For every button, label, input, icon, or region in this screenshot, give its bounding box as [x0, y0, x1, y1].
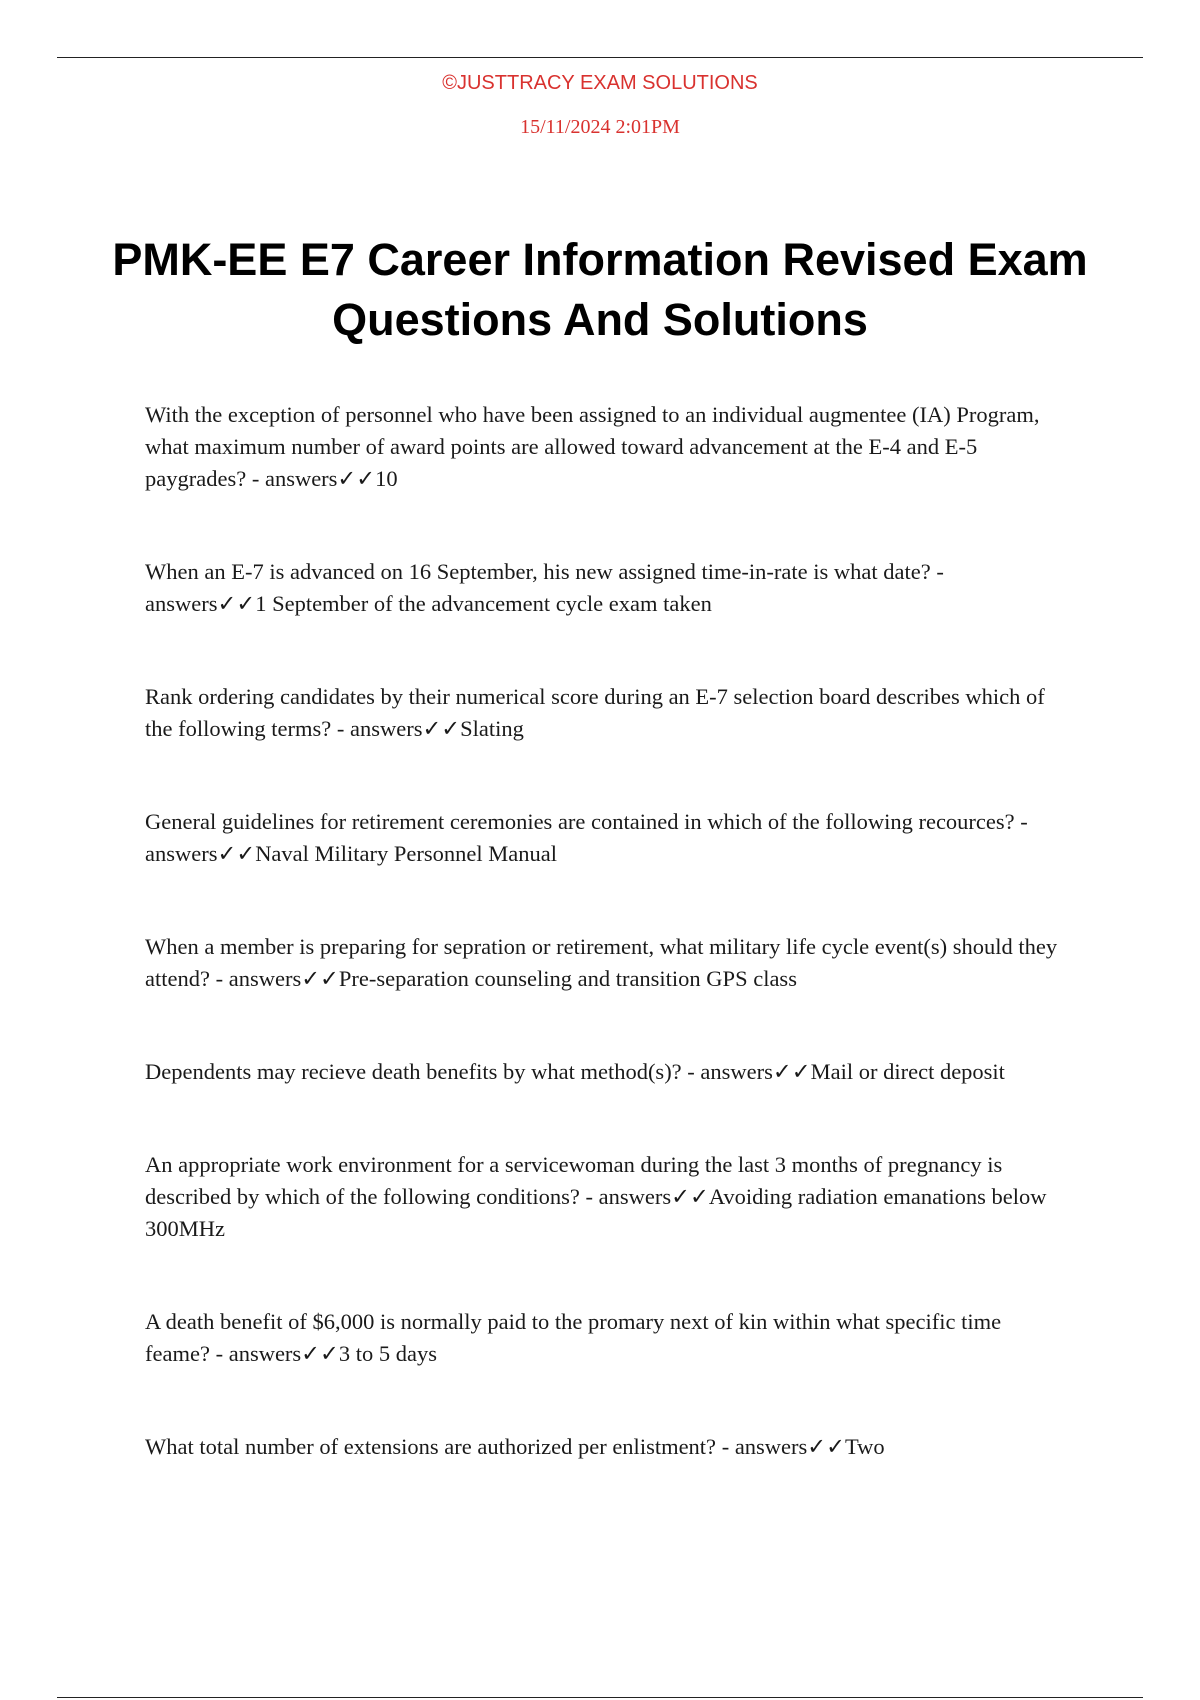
answer-separator: - — [209, 1341, 229, 1366]
question-item — [145, 399, 1070, 495]
answer-text: 3 to 5 days — [338, 1341, 438, 1366]
answer-marker: answers✓✓ — [349, 716, 461, 741]
question-item — [145, 806, 1070, 870]
answer-marker: answers✓✓ — [700, 1059, 811, 1084]
question-item — [145, 1431, 1070, 1463]
answer-separator: - — [209, 966, 229, 991]
answer-marker: answers✓✓ — [228, 1341, 339, 1366]
question-text: Rank ordering candidates by their numerical score during an E-7 selection board describes which of the following terms? — [145, 684, 1045, 741]
bottom-rule — [57, 1697, 1143, 1698]
answer-marker: answers✓✓ — [598, 1184, 709, 1209]
answer-text: Pre-separation counseling and transition GPS class — [338, 966, 797, 991]
header-timestamp: 15/11/2024 2:01PM — [520, 116, 680, 138]
answer-text: 10 — [375, 466, 398, 491]
answer-marker: answers✓✓ — [734, 1434, 845, 1459]
answer-separator: - — [331, 716, 350, 741]
document-title: PMK-EE E7 Career Information Revised Exam Questions And Solutions — [112, 234, 1088, 345]
question-item — [145, 1056, 1070, 1088]
answer-marker: answers✓✓ — [228, 966, 339, 991]
answer-text: Avoiding radiation emanations below 300MHz — [145, 1184, 1047, 1241]
question-item — [145, 556, 1070, 620]
top-rule — [57, 57, 1143, 58]
answer-separator: - — [579, 1184, 599, 1209]
answer-text: Two — [845, 1434, 885, 1459]
answer-text: Mail or direct deposit — [810, 1059, 1005, 1084]
question-text: An appropriate work environment for a servicewoman during the last 3 months of pregnancy is described by which of the following conditions? — [145, 1152, 1003, 1209]
answer-separator: - — [681, 1059, 701, 1084]
answer-separator: - — [930, 559, 944, 584]
answer-text: 1 September of the advancement cycle exam taken — [255, 591, 712, 616]
question-text: With the exception of personnel who have been assigned to an individual augmentee (IA) Program, what maximum number of award points are allowed toward advancement at the E-4 and E-5 paygrades? — [145, 402, 1040, 491]
question-text: Dependents may recieve death benefits by what method(s)? — [145, 1059, 682, 1084]
question-text: When an E-7 is advanced on 16 September, his new assigned time-in-rate is what date? — [145, 559, 931, 584]
question-item — [145, 1149, 1070, 1245]
question-text: General guidelines for retirement ceremonies are contained in which of the following recources? — [145, 809, 1015, 834]
question-item — [145, 931, 1070, 995]
answer-text: Naval Military Personnel Manual — [255, 841, 557, 866]
question-text: When a member is preparing for sepration or retirement, what military life cycle event(s) should they attend? — [145, 934, 1058, 991]
page-header — [0, 66, 1200, 144]
question-text: What total number of extensions are authorized per enlistment? — [145, 1434, 717, 1459]
question-item — [145, 681, 1070, 745]
answer-marker: answers✓✓ — [145, 841, 256, 866]
answer-marker: answers✓✓ — [264, 466, 376, 491]
header-brand: ©JUSTTRACY EXAM SOLUTIONS — [442, 72, 758, 94]
question-text: A death benefit of $6,000 is normally paid to the promary next of kin within what specific time feame? — [145, 1309, 1002, 1366]
answer-separator: - — [246, 466, 265, 491]
answer-separator: - — [1014, 809, 1028, 834]
question-list — [145, 399, 1070, 1524]
answer-separator: - — [716, 1434, 735, 1459]
answer-marker: answers✓✓ — [145, 591, 256, 616]
answer-text: Slating — [460, 716, 524, 741]
question-item — [145, 1306, 1070, 1370]
